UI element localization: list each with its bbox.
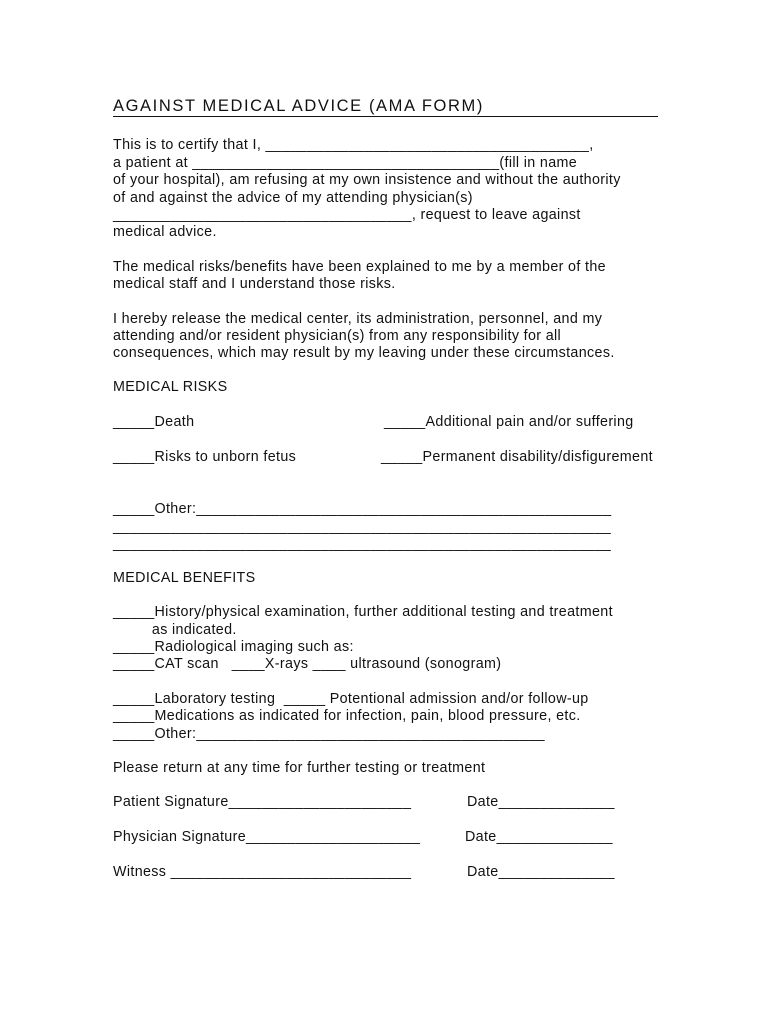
benefit-line-1: _____History/physical examination, further additional testing and treatment	[113, 604, 613, 620]
benefit-line-6: _____Medications as indicated for infection, pain, blood pressure, etc.	[113, 708, 581, 724]
patient-date-line: Date______________	[467, 794, 615, 810]
risk-death: _____Death	[113, 414, 195, 430]
form-title: AGAINST MEDICAL ADVICE (AMA FORM)	[113, 97, 484, 115]
risk-unborn-fetus: _____Risks to unborn fetus	[113, 449, 297, 465]
certify-line-5: ____________________________________, request to leave against	[113, 207, 581, 223]
risk-other-line-1: _____Other:__________________________________________________	[113, 501, 612, 517]
benefit-line-2: as indicated.	[113, 622, 237, 638]
medical-benefits-heading: MEDICAL BENEFITS	[113, 570, 256, 586]
return-note: Please return at any time for further testing or treatment	[113, 760, 486, 776]
witness-date-line: Date______________	[467, 864, 615, 880]
physician-date-line: Date______________	[465, 829, 613, 845]
release-line-2: attending and/or resident physician(s) from any responsibility for all	[113, 328, 562, 344]
risk-other-line-2: ____________________________________________________________	[113, 519, 612, 535]
benefit-line-4: _____CAT scan ____X-rays ____ ultrasound (sonogram)	[113, 656, 502, 672]
certify-line-1: This is to certify that I, _______________________________________,	[113, 137, 594, 153]
certify-line-3: of your hospital), am refusing at my own insistence and without the authority	[113, 172, 621, 188]
certify-line-6: medical advice.	[113, 224, 217, 240]
release-line-3: consequences, which may result by my leaving under these circumstances.	[113, 345, 615, 361]
risks-explained-line-1: The medical risks/benefits have been explained to me by a member of the	[113, 259, 606, 275]
risks-explained-line-2: medical staff and I understand those risks.	[113, 276, 396, 292]
risk-permanent-disability: _____Permanent disability/disfigurement	[381, 449, 653, 465]
physician-signature-line: Physician Signature_____________________	[113, 829, 421, 845]
patient-signature-line: Patient Signature______________________	[113, 794, 412, 810]
witness-signature-line: Witness _____________________________	[113, 864, 412, 880]
benefit-line-5: _____Laboratory testing _____ Potentional admission and/or follow-up	[113, 691, 589, 707]
release-line-1: I hereby release the medical center, its administration, personnel, and my	[113, 311, 603, 327]
benefit-line-7: _____Other:__________________________________________	[113, 726, 545, 742]
risk-additional-pain: _____Additional pain and/or suffering	[384, 414, 634, 430]
certify-line-2: a patient at _____________________________________(fill in name	[113, 155, 578, 171]
title-underline	[113, 116, 658, 117]
medical-risks-heading: MEDICAL RISKS	[113, 379, 228, 395]
risk-other-line-3: ____________________________________________________________	[113, 536, 612, 552]
benefit-line-3: _____Radiological imaging such as:	[113, 639, 354, 655]
certify-line-4: of and against the advice of my attending physician(s)	[113, 190, 473, 206]
